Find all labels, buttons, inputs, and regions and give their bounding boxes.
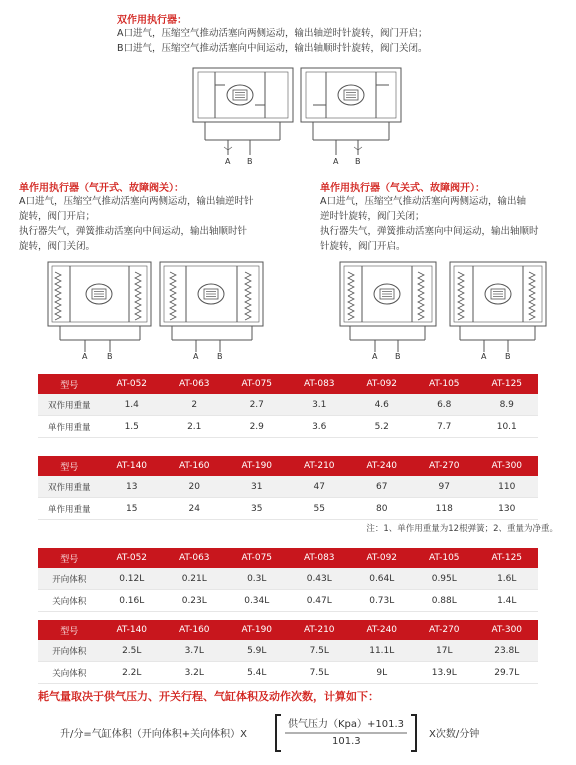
table-cell: 0.21L: [163, 568, 226, 590]
single-fo-desc: [19, 194, 254, 254]
table-header: AT-125: [476, 548, 539, 568]
table-cell: 24: [163, 498, 226, 520]
table-cell: 23.8L: [476, 640, 539, 662]
table-header-row: [38, 374, 538, 394]
table-cell: 3.6: [288, 416, 351, 438]
port-b-label: B: [247, 157, 253, 166]
port-a-label: A: [225, 157, 231, 166]
table-header: 型号: [38, 620, 101, 640]
table-cell: 31: [226, 476, 289, 498]
table-cell: 2.1: [163, 416, 226, 438]
table-cell: 双作用重量: [38, 394, 101, 416]
table-cell: 15: [101, 498, 164, 520]
port-b-label: B: [395, 352, 401, 361]
table-header: AT-210: [288, 620, 351, 640]
table-header: AT-270: [413, 456, 476, 476]
table-cell: 47: [288, 476, 351, 498]
desc-line: 逆时针旋转，阀门关闭；: [320, 211, 425, 222]
table-cell: 10.1: [476, 416, 539, 438]
port-a-label: A: [481, 352, 487, 361]
single-fo-diagram-close: [160, 262, 263, 352]
table-header: AT-075: [226, 374, 289, 394]
table-cell: 开向体积: [38, 640, 101, 662]
table-header: AT-160: [163, 620, 226, 640]
table-cell: 0.64L: [351, 568, 414, 590]
table-cell: 单作用重量: [38, 498, 101, 520]
table-header: 型号: [38, 456, 101, 476]
table-header: AT-240: [351, 620, 414, 640]
table-cell: 13: [101, 476, 164, 498]
table-cell: 7.5L: [288, 662, 351, 684]
table-header-row: [38, 456, 538, 476]
table-cell: 5.2: [351, 416, 414, 438]
single-acting-fo-section: [19, 179, 254, 254]
table-header: AT-240: [351, 456, 414, 476]
double-acting-diagram-open: [193, 68, 293, 155]
table-cell: 67: [351, 476, 414, 498]
volume-table-2: [38, 620, 538, 684]
table-cell: 2.7: [226, 394, 289, 416]
table-header: AT-052: [101, 548, 164, 568]
desc-line: 执行器失气，弹簧推动活塞向中间运动，输出轴顺时针: [19, 226, 248, 237]
table-row: [38, 640, 538, 662]
formula-left: 升/分=气缸体积（开向体积+关向体积）X: [60, 729, 247, 740]
weight-table-1: [38, 374, 538, 438]
table-header: AT-063: [163, 374, 226, 394]
table-cell: 2.9: [226, 416, 289, 438]
table-cell: 110: [476, 476, 539, 498]
port-a-label: A: [193, 352, 199, 361]
table-cell: 3.2L: [163, 662, 226, 684]
double-acting-diagram-close: [301, 68, 401, 155]
formula-right: X次数/分钟: [429, 729, 480, 740]
table-header: AT-075: [226, 548, 289, 568]
formula-numerator: 供气压力（Kpa）+101.3: [288, 719, 405, 730]
table-cell: 关向体积: [38, 662, 101, 684]
table-cell: 0.34L: [226, 590, 289, 612]
single-fc-diagram-close: [450, 262, 546, 352]
desc-line: A口进气，压缩空气推动活塞向两侧运动，输出轴: [320, 196, 526, 207]
table-cell: 118: [413, 498, 476, 520]
single-acting-fc-section: [320, 179, 539, 254]
table-cell: 0.73L: [351, 590, 414, 612]
table-cell: 55: [288, 498, 351, 520]
desc-line: 旋转，阀门关闭。: [19, 241, 96, 252]
table-row: [38, 662, 538, 684]
table-header: AT-083: [288, 548, 351, 568]
table-row: [38, 476, 538, 498]
table-cell: 13.9L: [413, 662, 476, 684]
desc-line: 旋转，阀门开启；: [19, 211, 96, 222]
double-acting-title: 双作用执行器：: [117, 15, 187, 26]
table-row: [38, 416, 538, 438]
table-header: 型号: [38, 374, 101, 394]
table-header-row: [38, 548, 538, 568]
table-cell: 2: [163, 394, 226, 416]
table-cell: 7.5L: [288, 640, 351, 662]
table-cell: 1.5: [101, 416, 164, 438]
table-cell: 0.12L: [101, 568, 164, 590]
table-header: AT-105: [413, 548, 476, 568]
desc-line: 执行器失气，弹簧推动活塞向中间运动，输出轴顺时: [320, 226, 539, 237]
port-a-label: A: [372, 352, 378, 361]
table-cell: 6.8: [413, 394, 476, 416]
table-header: AT-092: [351, 374, 414, 394]
table-cell: 1.4L: [476, 590, 539, 612]
weight-note: 注：1、单作用重量为12根弹簧；2、重量为净重。: [366, 524, 558, 534]
desc-line: A口进气，压缩空气推动活塞向两侧运动，输出轴逆时针旋转，阀门开启；: [117, 28, 428, 39]
table-header: AT-160: [163, 456, 226, 476]
table-header: AT-270: [413, 620, 476, 640]
table-cell: 单作用重量: [38, 416, 101, 438]
table-cell: 1.4: [101, 394, 164, 416]
table-cell: 11.1L: [351, 640, 414, 662]
table-header: 型号: [38, 548, 101, 568]
table-cell: 2.2L: [101, 662, 164, 684]
table-header: AT-125: [476, 374, 539, 394]
port-b-label: B: [505, 352, 511, 361]
table-cell: 9L: [351, 662, 414, 684]
table-row: [38, 590, 538, 612]
single-fo-title: 单作用执行器（气开式、故障阀关）：: [19, 183, 184, 194]
table-cell: 5.4L: [226, 662, 289, 684]
port-b-label: B: [107, 352, 113, 361]
formula-title: 耗气量取决于供气压力、开关行程、气缸体积及动作次数，计算如下：: [38, 690, 379, 703]
port-b-label: B: [355, 157, 361, 166]
table-cell: 2.5L: [101, 640, 164, 662]
table-cell: 关向体积: [38, 590, 101, 612]
table-header: AT-210: [288, 456, 351, 476]
table-cell: 8.9: [476, 394, 539, 416]
port-a-label: A: [82, 352, 88, 361]
table-cell: 80: [351, 498, 414, 520]
table-cell: 0.3L: [226, 568, 289, 590]
table-header: AT-105: [413, 374, 476, 394]
table-cell: 3.1: [288, 394, 351, 416]
table-cell: 0.47L: [288, 590, 351, 612]
table-cell: 20: [163, 476, 226, 498]
table-cell: 4.6: [351, 394, 414, 416]
single-fc-desc: [320, 194, 539, 254]
table-cell: 35: [226, 498, 289, 520]
table-cell: 双作用重量: [38, 476, 101, 498]
table-header: AT-300: [476, 456, 539, 476]
table-cell: 29.7L: [476, 662, 539, 684]
table-cell: 130: [476, 498, 539, 520]
table-header: AT-083: [288, 374, 351, 394]
port-b-label: B: [217, 352, 223, 361]
desc-line: A口进气，压缩空气推动活塞向两侧运动，输出轴逆时针: [19, 196, 254, 207]
table-cell: 97: [413, 476, 476, 498]
table-cell: 0.16L: [101, 590, 164, 612]
port-a-label: A: [333, 157, 339, 166]
table-header: AT-092: [351, 548, 414, 568]
table-cell: 开向体积: [38, 568, 101, 590]
table-row: [38, 394, 538, 416]
desc-line: B口进气，压缩空气推动活塞向中间运动，输出轴顺时针旋转，阀门关闭。: [117, 43, 428, 54]
single-fc-diagram-open: [340, 262, 436, 352]
table-cell: 3.7L: [163, 640, 226, 662]
table-cell: 5.9L: [226, 640, 289, 662]
table-header: AT-300: [476, 620, 539, 640]
table-cell: 7.7: [413, 416, 476, 438]
table-header: AT-063: [163, 548, 226, 568]
formula-denominator: 101.3: [332, 736, 361, 747]
volume-table-1: [38, 548, 538, 612]
table-header: AT-052: [101, 374, 164, 394]
table-cell: 0.95L: [413, 568, 476, 590]
table-row: [38, 568, 538, 590]
single-fo-diagram-open: [48, 262, 151, 352]
table-cell: 0.88L: [413, 590, 476, 612]
table-header: AT-140: [101, 456, 164, 476]
table-cell: 0.43L: [288, 568, 351, 590]
table-cell: 17L: [413, 640, 476, 662]
table-cell: 0.23L: [163, 590, 226, 612]
table-header: AT-190: [226, 456, 289, 476]
table-row: [38, 498, 538, 520]
table-header-row: [38, 620, 538, 640]
desc-line: 针旋转，阀门开启。: [320, 241, 406, 252]
single-fc-title: 单作用执行器（气关式、故障阀开）：: [320, 183, 485, 194]
table-cell: 1.6L: [476, 568, 539, 590]
table-header: AT-190: [226, 620, 289, 640]
weight-table-2: [38, 456, 538, 520]
table-header: AT-140: [101, 620, 164, 640]
